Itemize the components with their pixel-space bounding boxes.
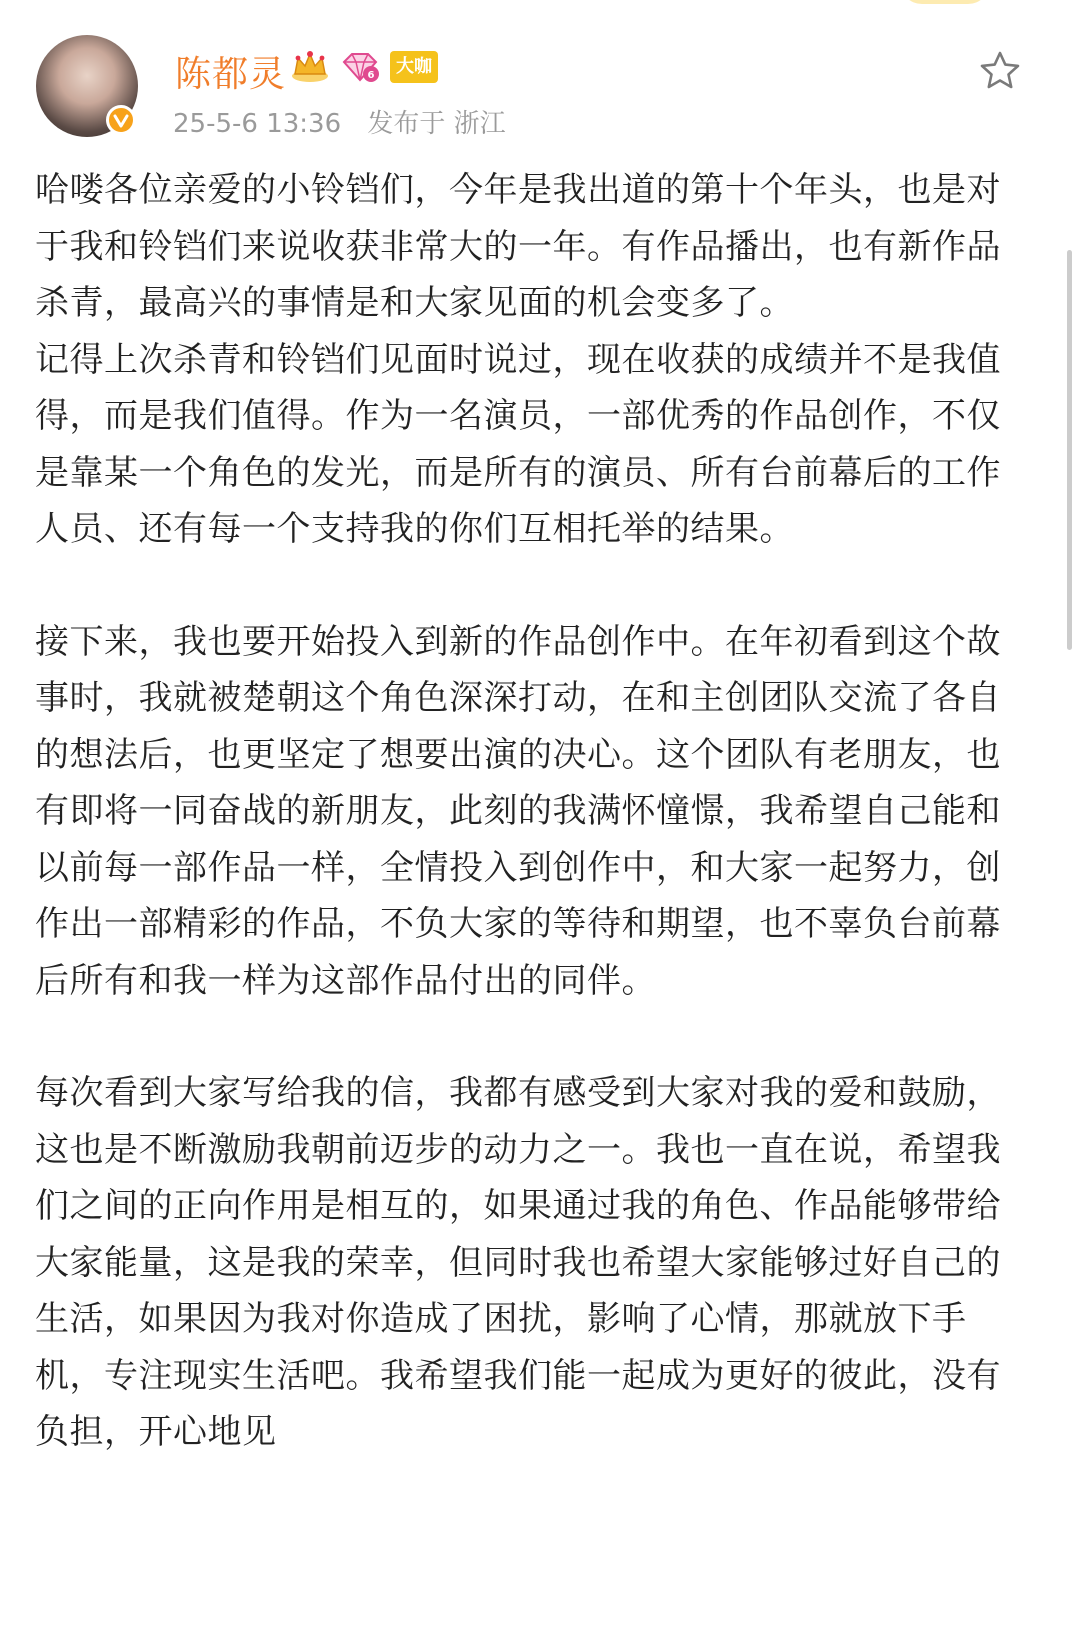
paragraph-gap xyxy=(35,558,1035,614)
post-paragraph: 每次看到大家写给我的信，我都有感受到大家对我的爱和鼓励，这也是不断激励我朝前迈步的动力之一。我也一直在说，希望我们之间的正向作用是相互的，如果通过我的角色、作品能够带给大家能量，这是我的荣幸，但同时我也希望大家能够过好自己的生活，如果因为我对你造成了困扰，影响了心情，那就放下手机，专注现实生活吧。我希望我们能一起成为更好的彼此，没有负担，开心地见 xyxy=(35,1073,1001,1452)
post-timestamp: 25-5-6 13:36 xyxy=(173,109,342,139)
post-body xyxy=(35,162,1035,1461)
verified-badge-icon xyxy=(106,105,136,135)
post-header xyxy=(0,0,1080,150)
avatar-container[interactable] xyxy=(36,35,138,137)
scrollbar[interactable] xyxy=(1067,250,1072,650)
vip-badge[interactable]: 大咖 xyxy=(390,51,438,83)
paragraph-gap xyxy=(35,1009,1035,1065)
author-name[interactable]: 陈都灵 xyxy=(175,54,287,95)
favorite-button[interactable] xyxy=(978,49,1022,93)
post-paragraph: 哈喽各位亲爱的小铃铛们，今年是我出道的第十个年头，也是对于我和铃铛们来说收获非常大的一年。有作品播出，也有新作品杀青，最高兴的事情是和大家见面的机会变多了。 记得上次杀青和铃铛们见面时说过，现在收获的成绩并不是我值得，而是我们值得。作为一名演员，一部优秀的作品创作，不仅是靠某一个角色的发光，而是所有的演员、所有台前幕后的工作人员、还有每一个支持我的你们互相托举的结果。 xyxy=(35,170,1001,549)
crown-badge-icon[interactable] xyxy=(290,50,330,84)
post-meta xyxy=(173,103,506,140)
diamond-badge-icon[interactable] xyxy=(340,50,380,84)
user-badges xyxy=(290,50,438,84)
post-location: 发布于 浙江 xyxy=(367,109,506,139)
post-paragraph: 接下来，我也要开始投入到新的作品创作中。在年初看到这个故事时，我就被楚朝这个角色深深打动，在和主创团队交流了各自的想法后，也更坚定了想要出演的决心。这个团队有老朋友，也有即将一同奋战的新朋友，此刻的我满怀憧憬，我希望自己能和以前每一部作品一样，全情投入到创作中，和大家一起努力，创作出一部精彩的作品，不负大家的等待和期望，也不辜负台前幕后所有和我一样为这部作品付出的同伴。 xyxy=(35,621,1001,1001)
svg-text:6: 6 xyxy=(367,70,375,81)
star-outline-icon xyxy=(978,49,1022,93)
